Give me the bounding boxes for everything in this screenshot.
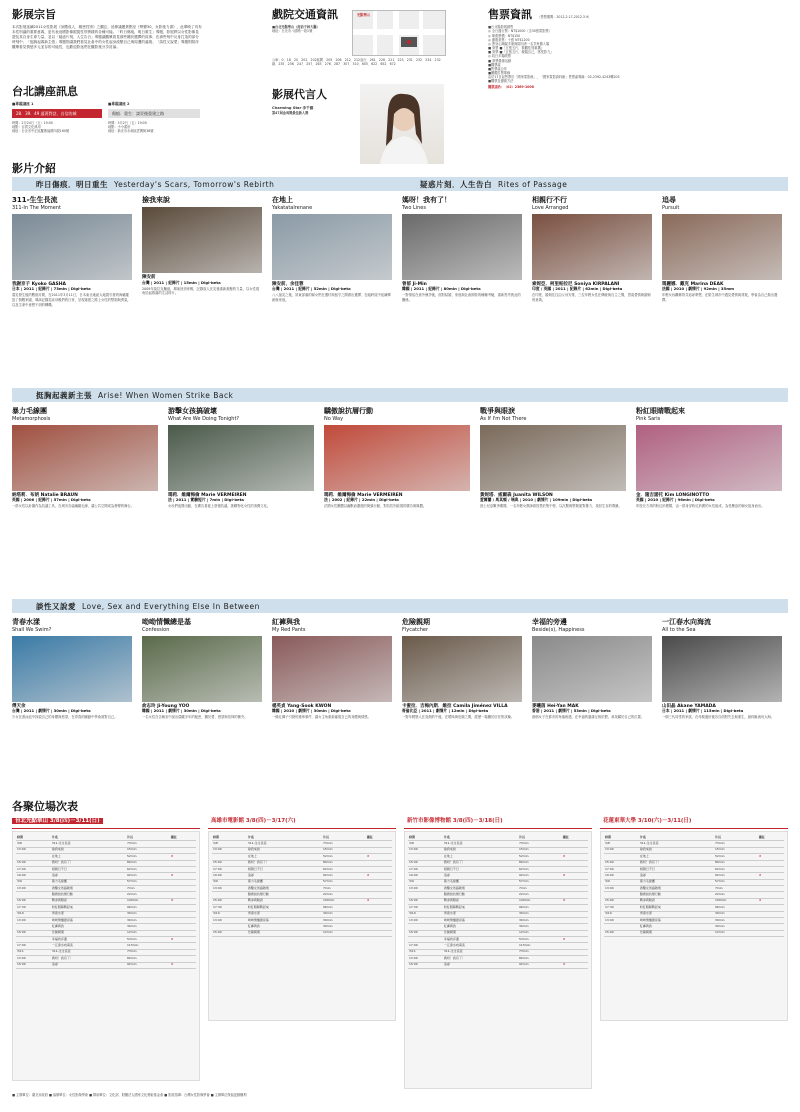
film-still-image [402, 214, 522, 280]
film-title-en: Yakatatalrenane [272, 205, 313, 212]
schedule-table [604, 835, 784, 937]
film-title-zh: 紅褲與我 [272, 618, 300, 626]
film-director: 索妮亞．柯里帕拉尼 Soniya KIRPALANI [532, 281, 620, 287]
section-1-title: 昨日傷痕．明日重生 Yesterday's Scars, Tomorrow's Rebirth [36, 180, 275, 189]
film-still-image [480, 425, 626, 491]
portrait-image [360, 84, 444, 164]
film-still-image [142, 636, 262, 702]
schedule-row: 13:00 呦呦情懺總是基 30min [16, 917, 196, 923]
schedule-tab[interactable]: 高雄市電影館 3/8(四)－3/17(六) [208, 818, 396, 829]
film-description: 一對年輕戀人在炎熱的午後，在曖昧與危險之間，經歷一場關於信任的試煉。 [402, 715, 515, 720]
schedule-row: 15:00 媽呀！我有了！ 80min [16, 860, 196, 866]
film-title-en: As If I'm Not There [480, 416, 527, 423]
film-director: 俞志玲 Ji-Young YOO [142, 703, 190, 709]
intro-block [12, 8, 202, 50]
lecture-1 [12, 102, 102, 134]
film-card[interactable] [168, 407, 314, 509]
lectures-block [12, 85, 202, 99]
schedule-row: 3/9 暴力毛線團 57min [408, 879, 588, 885]
lecture-place: 地址：台北市中正區羅斯福路四段160號 [12, 129, 70, 134]
lecture-time: 時間：3月2日（五）19:00 [108, 121, 147, 126]
transport-title: 戲院交通資訊 [272, 8, 338, 21]
schedule-row: 17:30 粉紅眼睛戰起來 96min [604, 905, 784, 911]
film-description: 波士尼亞戰爭期間，一名年輕女教師被囚禁於集中營，以沉默與堅韌面對暴力，找回生存的尊嚴。 [480, 504, 622, 509]
schedule-row: 19:00 追尋 92min ★ [212, 873, 392, 879]
film-title-zh: 在地上 [272, 196, 293, 204]
film-description: 一名女性在告解室中說出隱藏多年的秘密，關於愛、慾望與信仰的衝突。 [142, 715, 248, 720]
schedule-table [408, 835, 588, 969]
schedule-table-panel [404, 831, 592, 1089]
section-2-title: 挺胸起義新主張 Arise! When Women Strike Back [36, 391, 234, 400]
schedule-row: 13:00 游擊女孩搞破壞 7min [212, 886, 392, 892]
schedule-row: 13:00 游擊女孩搞破壞 7min [408, 886, 588, 892]
schedule-row: 13:00 呦呦情懺總是基 30min [604, 917, 784, 923]
film-description: 在印度，婚姻往往由父母安排，三位年輕女性在傳統與自主之間，思索愛情與婚姻的意義。 [532, 293, 651, 302]
film-description: 震災發生後的數個月間，在2011年3月11日，日本東北地區大地震引發的海嘯摧毀了無數家園，導演記錄災區母親們的日常，呈現重建之路上女性的堅韌與勇氣，以及生命中意想不到的轉機。 [12, 293, 131, 307]
film-still-image [142, 207, 262, 273]
lecture-topic: 傷痕．重生：談災後重建之路 [108, 109, 200, 118]
section-1b-title: 疑惑片刻．人生告白 Rites of Passage [420, 180, 568, 189]
schedule-row: 15:00 戰爭與眼淚 109min ★ [408, 898, 588, 904]
schedule-row: 3/9 暴力毛線團 57min [212, 879, 392, 885]
schedule-row: 13:00 游擊女孩搞破壞 7min [604, 886, 784, 892]
film-meta: 哥倫比亞 | 2011 | 劇情片 | 12min | Digi-beta [402, 708, 489, 714]
film-card[interactable] [532, 196, 652, 303]
schedule-row: 17:00 相親行不行 62min [212, 866, 392, 872]
film-director: 納塔莉．布朗 Natalie BRAUN [12, 492, 78, 498]
film-title-zh: 幸福的旁邊 [532, 618, 567, 626]
schedule-row: 17:00 一江春水向海流 115min [16, 943, 196, 949]
schedule-row: 3/10 青春水漾 30min [16, 911, 196, 917]
film-meta: 法 | 2011 | 實驗短片 | 7min | Digi-beta [168, 497, 244, 503]
map-graphic [353, 11, 445, 55]
film-title-zh: 呦呦情懺總是基 [142, 618, 191, 626]
film-card[interactable] [662, 618, 782, 720]
film-card[interactable] [532, 618, 652, 720]
film-title-en: Flycatcher [402, 627, 429, 634]
schedule-row: 17:30 粉紅眼睛戰起來 96min [16, 905, 196, 911]
film-title-zh: 暴力毛線團 [12, 407, 47, 415]
film-card[interactable] [12, 618, 132, 720]
transport-lines: 公車：0．18．20．202．202區間．205．206．212．212直行．261．226．221．223．231．232．234．232副．235．236．247．257．263．276．287．307．310．605．622．652．672 [272, 58, 441, 67]
film-description: 印度北方邦的粉紅紗麗幫，由一群身穿粉紅紗麗的女性組成，為受壓迫的婦女挺身而出。 [636, 504, 765, 509]
film-title-en: Confession [142, 627, 170, 634]
film-title-en: Two Lines [402, 205, 426, 212]
schedule-row: 13:00 媽呀！我有了！ 80min [408, 956, 588, 962]
film-title-zh: 戰爭與眼淚 [480, 407, 515, 415]
film-director: 曾郁 Ji-Min [402, 281, 427, 287]
film-description: 一條紅褲子引發的連串事件，讓女主角重新審視自己的身體與情感。 [272, 715, 371, 720]
film-card[interactable] [272, 196, 392, 303]
film-meta: 法 | 2002 | 紀錄片 | 22min | Digi-beta [324, 497, 399, 503]
intro-text: 本次影展延續2011女性影展《身體成人．親密性別》之觀注，延伸議題焦點至《勢變30，女影後力書》，此單映了具有本性別議的重要意義，更代表這國影像跟寬性別實踐的各種可能。「昨日傷痕，明日重生」專題，影展將以女性影像見證及其自身生命力量，並以「疑惑片刻，人生告白」專題讓觀眾看見那些關於選擇的故事；在那些刻中反身打造的部分時刻中；「挺胸起義新主張」專題則讓我們看見社會中的女性起身改變自己與周遭的處境；「談性又說愛」專題則陪伴觀眾看見情慾多元並存的可能性，也歡迎影迷們在觀影後分享討論。 [12, 25, 202, 49]
schedule-row: 15:00 媽呀！我有了！ 80min [604, 860, 784, 866]
film-still-image [662, 636, 782, 702]
film-meta: 英國 | 2006 | 紀錄片 | 57min | Digi-beta [12, 497, 91, 503]
schedule-row: 15:00 危險親期 12min [604, 930, 784, 936]
intro-title: 影展宗旨 [12, 8, 56, 21]
schedule-row: 17:00 相親行不行 62min [16, 866, 196, 872]
film-meta: 韓國 | 2010 | 劇情片 | 30min | Digi-beta [272, 708, 351, 714]
film-still-image [324, 425, 470, 491]
section-3-title: 談性又說愛 Love, Sex and Everything Else In Between [36, 602, 260, 611]
film-title-zh: 撿我來說 [142, 196, 170, 204]
schedule-row: 15:00 戰爭與眼淚 109min ★ [212, 898, 392, 904]
film-title-en: Pursuit [662, 205, 680, 212]
schedule-row: 紅褲與我 30min [604, 924, 784, 930]
ambassador-title: 影展代言人 [272, 88, 327, 101]
film-still-image [168, 425, 314, 491]
film-title-en: 311-In The Moment [12, 205, 61, 212]
film-description: 2009年莫拉克颱風，導演回到家鄉，記錄族人在災後重新凝聚的力量，以女性視角拾起散落的生活碎片。 [142, 286, 260, 296]
schedule-row: 15:00 戰爭與眼淚 109min ★ [604, 898, 784, 904]
schedule-row: 13:00 撿我來說 15min [212, 847, 392, 853]
schedule-row: 13:00 呦呦情懺總是基 30min [408, 917, 588, 923]
film-card[interactable] [480, 407, 626, 509]
film-title-zh: 相親行不行 [532, 196, 567, 204]
film-card[interactable] [636, 407, 782, 509]
film-title-en: Beside(s), Happiness [532, 627, 585, 634]
schedule-row: 在地上 52min ★ [16, 854, 196, 860]
film-title-en: My Red Pants [272, 627, 306, 634]
schedule-row: 15:00 戰爭與眼淚 109min ★ [16, 898, 196, 904]
schedule-tab[interactable]: 台北光點華山 3/8(四)－3/11(日) [12, 818, 200, 829]
film-director: 陳安前、余佳蓉 [272, 281, 304, 287]
schedule-header-row: 時間 片名 片長 備註 [604, 835, 784, 841]
lecture-speaker: 地點：小小書房 [108, 125, 131, 130]
schedule-row: 15:00 媽呀！我有了！ 80min [408, 860, 588, 866]
film-meta: 法國 | 2010 | 劇情片 | 92min | 35mm [662, 286, 735, 292]
film-card[interactable] [272, 618, 392, 720]
tickets-block [488, 8, 788, 90]
film-title-en: Love Arranged [532, 205, 569, 212]
film-card[interactable] [662, 196, 782, 303]
schedule-row: 15:00 危險親期 12min [16, 930, 196, 936]
schedule-header-row: 時間 片名 片長 備註 [16, 835, 196, 841]
film-director: 瑪莉．維爾梅倫 Marie VERMEIREN [168, 492, 247, 498]
schedule-row: 15:00 危險親期 12min [212, 930, 392, 936]
film-meta: 韓國 | 2011 | 紀錄片 | 80min | Digi-beta [402, 286, 481, 292]
schedule-row: 19:00 追尋 92min ★ [16, 873, 196, 879]
film-title-zh: 青春水漾 [12, 618, 40, 626]
film-card[interactable] [324, 407, 470, 509]
film-director: 金．隆吉諾托 Kim LONGINOTTO [636, 492, 710, 498]
film-card[interactable] [142, 196, 262, 296]
film-director: 楊英貞 Yang-Sook KWON [272, 703, 332, 709]
transport-addr: 地址：台北市八德路一段1號 [272, 29, 313, 34]
film-meta: 台灣 | 2011 | 紀錄片 | 15min | Digi-beta [142, 279, 221, 285]
film-title-zh: 追尋 [662, 196, 676, 204]
schedule-row: 驕傲說抗層行動 22min [604, 892, 784, 898]
schedule-row: 在地上 52min ★ [408, 854, 588, 860]
schedule-title: 各聚位場次表 [12, 800, 78, 813]
lecture-topic: 28．39．49 逼著對話，自信的城 [12, 109, 102, 118]
tickets-title: 售票資訊 [488, 8, 532, 21]
film-director: 麥曦茵 Hei-Yan MAK [532, 703, 579, 709]
schedule-row: 17:30 粉紅眼睛戰起來 96min [212, 905, 392, 911]
film-description: 法國女性團體以幽默而激進的街頭行動，對抗性別歧視的廣告與媒體。 [324, 504, 427, 509]
schedule-row: 15:00 追尋 92min ★ [16, 962, 196, 968]
film-title-en: No Way [324, 416, 344, 423]
footer: ■ 主辦單位：臺北市政府 ■ 協辦單位：女性影像學會 ■ 贊助單位：文化部、財團法人國家文化藝術基金會 ■ 影展指導：台灣女性影像學會 ■ 主辦單位保留更動權利 [12, 1093, 247, 1097]
schedule-table-panel [600, 831, 788, 1021]
film-title-en: Metamorphosis [12, 416, 51, 423]
film-meta: 台灣 | 2011 | 劇情片 | 30min | Digi-beta [12, 708, 91, 714]
film-title-zh: 游擊女孩搞破壞 [168, 407, 217, 415]
film-description: 八八風災之後，屏東部落的婦女們在遷村與留守之間做出選擇，在臨時屋中延續傳統與家庭。 [272, 293, 391, 302]
film-title-en: What Are We Doing Tonight? [168, 416, 240, 423]
film-title-zh: 媽呀！我有了！ [402, 196, 451, 204]
film-card[interactable] [12, 196, 132, 307]
transport-map [352, 10, 446, 56]
lecture-place: 地址：新北市永和區雲興街38號 [108, 129, 154, 134]
schedule-row: 13:00 游擊女孩搞破壞 7min [16, 886, 196, 892]
film-title-zh: 危險親期 [402, 618, 430, 626]
schedule-row: 19:00 追尋 92min ★ [408, 873, 588, 879]
film-director: 瑪莉．維爾梅倫 Marie VERMEIREN [324, 492, 403, 498]
ambassador-name: Charming Star 李千娜 [272, 106, 314, 111]
film-description: 一群女性以針織作為抗議工具，在城市各處編織毛線，讓公共空間成為發聲的舞台。 [12, 504, 134, 509]
film-still-image [12, 636, 132, 702]
film-meta: 印度 / 英國 | 2011 | 紀錄片 | 62min | Digi-beta [532, 286, 623, 292]
film-title-en: Shall We Swim? [12, 627, 52, 634]
film-title-zh: 驕傲說抗層行動 [324, 407, 373, 415]
schedule-row: 驕傲說抗層行動 22min [408, 892, 588, 898]
schedule-row: 15:00 危險親期 12min [408, 930, 588, 936]
schedule-row: 19:00 追尋 92min ★ [604, 873, 784, 879]
schedule-row: 17:00 一江春水向海流 115min [408, 943, 588, 949]
film-description: 年輕女孩離鄉背井追尋夢想，在陌生城市中遇見愛情與背叛，學會為自己做出選擇。 [662, 293, 778, 302]
film-meta: 英國 | 2010 | 紀錄片 | 96min | Digi-beta [636, 497, 715, 503]
tickets-highlight: 購票請洽：（02）2369-1006 [488, 85, 534, 90]
schedule-row: 15:00 媽呀！我有了！ 80min [212, 860, 392, 866]
lecture-tag: ■專題講座 2 [108, 102, 130, 106]
lecture-tag: ■專題講座 1 [12, 102, 34, 106]
schedule-row: 紅褲與我 30min [408, 924, 588, 930]
schedule-row: 3/8 311-生生長流 73min [604, 841, 784, 847]
film-title-zh: 311-生生長流 [12, 196, 58, 204]
lecture-2 [108, 102, 200, 134]
tickets-text: ■台北場影展銷售 ◎ 全日通行票：NT$1000（含30張電影票） ◎ 單張票價：NT$150 ◎ 優惠套票：十張 NT$1200 ◎ 憑身心障礙手冊與陪同者一名享免費入場 ■ 套票 ■『五張五片，微觀性別重構』 ■ 套票 ■『五張五片，親臨自己，感受影力』 ◎ 同日多場戲票 ■ 套票優惠活動 ■購票處 ■售票處合作 ■團體訂票專線 由於17日起售票於「國家電影館」，「國家電影資料館」售票處專線：02-2392-4243轉203 ■購票及優惠方法 [488, 25, 620, 84]
schedule-row: 3/8 311-生生長流 73min [212, 841, 392, 847]
schedule-row: 3/8 311-生生長流 73min [16, 841, 196, 847]
schedule-row: 13:00 撿我來說 15min [604, 847, 784, 853]
schedule-row: 幸福的旁邊 53min ★ [408, 937, 588, 943]
film-meta: 日本 | 2011 | 紀錄片 | 73min | Digi-beta [12, 286, 91, 292]
schedule-row: 3/9 暴力毛線團 57min [16, 879, 196, 885]
film-intro-title: 影片介紹 [12, 162, 56, 175]
schedule-row: 幸福的旁邊 53min ★ [16, 937, 196, 943]
schedule-row: 15:00 追尋 92min ★ [408, 962, 588, 968]
film-card[interactable] [142, 618, 262, 720]
film-still-image [662, 214, 782, 280]
film-description: 兩個女子在都市的角落相遇，在幸福的邊緣互相依偎，尋找屬於自己的位置。 [532, 715, 645, 720]
ambassador-note: 第47屆金馬獎最佳新人獎 [272, 111, 309, 116]
ambassador-block [272, 88, 352, 115]
schedule-row: 驕傲說抗層行動 22min [212, 892, 392, 898]
schedule-row: 3/10 青春水漾 30min [408, 911, 588, 917]
lectures-title: 台北講座訊息 [12, 85, 78, 98]
schedule-row: 3/11 311-生生長流 73min [16, 949, 196, 955]
film-description: 少女在游泳池中探索自己的身體與慾望，在青春的躁動中學會面對自己。 [12, 715, 118, 720]
film-description: 女孩們夜間出動，在廣告看板上塗鴉抗議，挑戰物化女性的消費文化。 [168, 504, 271, 509]
schedule-header-row: 時間 片名 片長 備註 [212, 835, 392, 841]
film-director: 卡蜜拉．吉梅內斯．維拉 Camila Jiménez VILLA [402, 703, 508, 709]
schedule-row: 紅褲與我 30min [212, 924, 392, 930]
film-director: 陳安前 [142, 275, 156, 281]
map-label: 光點華山 [357, 13, 370, 17]
film-meta: 香港 | 2011 | 劇情片 | 53min | Digi-beta [532, 708, 611, 714]
schedule-row: 3/8 311-生生長流 73min [408, 841, 588, 847]
lecture-time: 時間：2月24日（五）19:00 [12, 121, 53, 126]
film-still-image [636, 425, 782, 491]
schedule-table [212, 835, 392, 937]
schedule-table-panel [12, 831, 200, 1081]
schedule-header-row: 時間 片名 片長 備註 [408, 835, 588, 841]
schedule-row: 17:00 相親行不行 62min [604, 866, 784, 872]
schedule-row: 3/11 311-生生長流 73min [408, 949, 588, 955]
film-still-image [12, 214, 132, 280]
film-still-image [272, 636, 392, 702]
film-description: 一對情侶在意外懷孕後，面對結婚、家庭與社會期待的種種考驗，重新思考彼此的關係。 [402, 293, 521, 302]
schedule-table [16, 835, 196, 969]
schedule-row: 3/9 暴力毛線團 57min [604, 879, 784, 885]
schedule-tab[interactable]: 新竹市影像博物館 3/8(四)－3/18(日) [404, 818, 592, 829]
film-card[interactable] [402, 196, 522, 303]
transport-sub: ■台北光點華山（府前子林大廳） [272, 25, 320, 30]
schedule-row: 13:00 媽呀！我有了！ 80min [16, 956, 196, 962]
film-director: 瑪麗娜．戴克 Marina DEAK [662, 281, 724, 287]
film-still-image [532, 636, 652, 702]
film-title-en: Pink Saris [636, 416, 661, 423]
film-meta: 台灣 | 2011 | 紀錄片 | 52min | Digi-beta [272, 286, 351, 292]
schedule-row: 17:30 粉紅眼睛戰起來 96min [408, 905, 588, 911]
film-director: 我謝京子 Kyoko GASHA [12, 281, 66, 287]
schedule-row: 3/10 青春水漾 30min [604, 911, 784, 917]
tickets-sub: （售票期間：2012.2.17-2012.3.9） [537, 15, 592, 19]
schedule-row: 在地上 52min ★ [212, 854, 392, 860]
schedule-table-panel [208, 831, 396, 1021]
film-director: 山田晶 Akane YAMADA [662, 703, 716, 709]
lecture-speaker: 地點：百貨文化典用 [12, 125, 41, 130]
schedule-row: 17:00 相親行不行 62min [408, 866, 588, 872]
schedule-row: 13:00 撿我來說 15min [408, 847, 588, 853]
schedule-tab[interactable]: 花蓮東華大學 3/10(六)－3/11(日) [600, 818, 788, 829]
film-still-image [12, 425, 158, 491]
film-still-image [532, 214, 652, 280]
film-meta: 韓國 | 2011 | 劇情片 | 30min | Digi-beta [142, 708, 221, 714]
film-still-image [402, 636, 522, 702]
transport-block [272, 8, 352, 34]
schedule-row: 3/10 青春水漾 30min [212, 911, 392, 917]
film-title-zh: 粉紅眼睛戰起來 [636, 407, 685, 415]
film-card[interactable] [12, 407, 158, 509]
schedule-row: 驕傲說抗層行動 22min [16, 892, 196, 898]
schedule-row: 13:00 撿我來說 15min [16, 847, 196, 853]
film-card[interactable] [402, 618, 522, 720]
film-title-en: All to the Sea [662, 627, 696, 634]
film-meta: 愛爾蘭 / 馬其頓 / 瑞典 | 2010 | 劇情片 | 109min | Digi-beta [480, 497, 593, 503]
schedule-row: 在地上 52min ★ [604, 854, 784, 860]
ambassador-photo [360, 84, 444, 164]
film-still-image [272, 214, 392, 280]
film-title-zh: 一江春水向海流 [662, 618, 711, 626]
film-director: 黃妮塔．威爾森 Juanita WILSON [480, 492, 553, 498]
film-meta: 日本 | 2011 | 劇情片 | 115min | Digi-beta [662, 708, 744, 714]
schedule-row: 13:00 呦呦情懺總是基 30min [212, 917, 392, 923]
film-director: 傅天余 [12, 703, 26, 709]
film-description: 一個三代同堂的家族，在母親過世後各自面對失去與重生，最終匯流向大海。 [662, 715, 775, 720]
schedule-row: 紅褲與我 30min [16, 924, 196, 930]
